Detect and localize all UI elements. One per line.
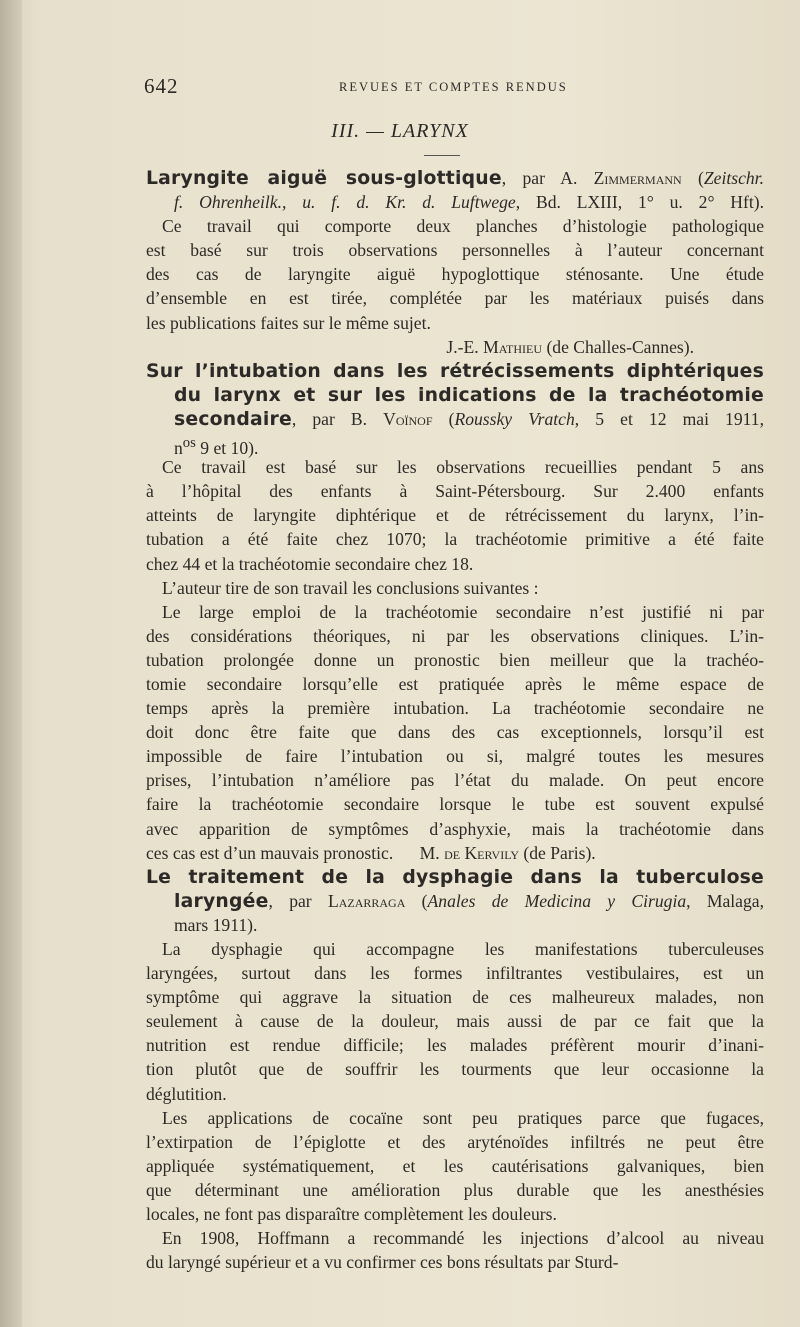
text-line: les publications faites sur le même sujet. (146, 312, 431, 333)
text-line: Ce travail est basé sur les observations recueillies pendant 5 ans (162, 457, 764, 478)
text-line: Le traitement de la dysphagie dans la tuberculose (146, 866, 764, 888)
text-line: impossible de faire l’intubation ou si, malgré toutes les mesures (146, 746, 764, 767)
article-body (146, 166, 764, 1274)
page-header (0, 74, 800, 104)
text-line: laryngée, par Lazarraga (Anales de Medicina y Cirugia, Malaga, (174, 890, 764, 912)
text-line: nutrition est rendue difficile; les malades préfèrent mourir d’inani- (146, 1035, 764, 1056)
text-line: que déterminant une amélioration plus durable que les anesthésies (146, 1179, 764, 1200)
page-number: 642 (144, 74, 179, 98)
text-line: tomie secondaire lorsqu’elle est pratiquée après le même espace de (146, 673, 764, 694)
text-line: avec apparition de symptômes d’asphyxie, mais la trachéotomie dans (146, 818, 764, 839)
text-line: En 1908, Hoffmann a recommandé les injections d’alcool au niveau (162, 1228, 764, 1249)
text-line: tion plutôt que de souffrir les tourments que leur occasionne la (146, 1059, 764, 1080)
text-line: secondaire, par B. Voïnof (Roussky Vratch, 5 et 12 mai 1911, (174, 408, 764, 430)
section-title: III. — LARYNX (331, 120, 469, 142)
text-line: Ce travail qui comporte deux planches d’histologie pathologique (162, 216, 764, 237)
text-line: J.-E. Mathieu (de Challes-Cannes). (446, 336, 694, 357)
text-line: des considérations théoriques, ni par les observations cliniques. L’in- (146, 625, 764, 646)
text-line: doit donc être faite que dans des cas exceptionnels, lorsqu’il est (146, 722, 764, 743)
text-line: symptôme qui aggrave la situation de ces malheureux malades, non (146, 987, 764, 1008)
text-line: est basé sur trois observations personnelles à l’auteur concernant (146, 240, 764, 261)
text-line: ces cas est d’un mauvais pronostic. M. de Kervily (de Paris). (146, 842, 596, 863)
text-line: prises, l’intubation n’améliore pas l’état du malade. On peut encore (146, 770, 764, 791)
text-line: locales, ne font pas disparaître complètement les douleurs. (146, 1204, 557, 1225)
text-line: mars 1911). (174, 914, 258, 935)
text-line: tubation a été faite chez 1070; la trachéotomie primitive a été faite (146, 529, 764, 550)
text-line: faire la trachéotomie secondaire lorsque le tube est souvent expulsé (146, 794, 764, 815)
text-line: du larynx et sur les indications de la trachéotomie (174, 384, 764, 406)
text-line: tubation prolongée donne un pronostic bien meilleur que la trachéo- (146, 649, 764, 670)
text-line: déglutition. (146, 1083, 227, 1104)
text-line: temps après la première intubation. La trachéotomie secondaire ne (146, 698, 764, 719)
text-line: laryngées, surtout dans les formes infiltrantes vestibulaires, est un (146, 963, 764, 984)
text-line: atteints de laryngite diphtérique et de rétrécissement du larynx, l’in- (146, 505, 764, 526)
text-line: Sur l’intubation dans les rétrécissements diphtériques (146, 360, 764, 382)
text-line: d’ensemble en est tirée, complétée par les matériaux puisés dans (146, 288, 764, 309)
text-line: à l’hôpital des enfants à Saint-Pétersbourg. Sur 2.400 enfants (146, 481, 764, 502)
text-line: chez 44 et la trachéotomie secondaire chez 18. (146, 553, 474, 574)
text-line: Le large emploi de la trachéotomie secondaire n’est justifié ni par (162, 601, 764, 622)
text-line: seulement à cause de la douleur, mais aussi de par ce fait que la (146, 1011, 764, 1032)
text-line: du laryngé supérieur et a vu confirmer ces bons résultats par Sturd- (146, 1252, 619, 1273)
text-line: Laryngite aiguë sous-glottique, par A. Zimmermann (Zeitschr. (146, 168, 764, 189)
text-line: appliquée systématiquement, et les cautérisations galvaniques, bien (146, 1155, 764, 1176)
text-line: $n^{os}$ 9 et 10). (174, 435, 259, 458)
text-line: Les applications de cocaïne sont peu pratiques parce que fugaces, (162, 1107, 764, 1128)
text-line: f. Ohrenheilk., u. f. d. Kr. d. Luftwege, Bd. LXIII, 1° u. 2° Hft). (174, 192, 765, 213)
text-line: La dysphagie qui accompagne les manifestations tuberculeuses (162, 939, 764, 959)
section-rule (424, 155, 460, 156)
text-line: L’auteur tire de son travail les conclusions suivantes : (162, 577, 539, 598)
page-spine-shadow (0, 0, 22, 1327)
running-title: REVUES ET COMPTES RENDUS (339, 80, 568, 94)
text-line: des cas de laryngite aiguë hypoglottique sténosante. Une étude (146, 264, 764, 285)
text-line: l’extirpation de l’épiglotte et des aryténoïdes infiltrés ne peut être (146, 1131, 764, 1152)
